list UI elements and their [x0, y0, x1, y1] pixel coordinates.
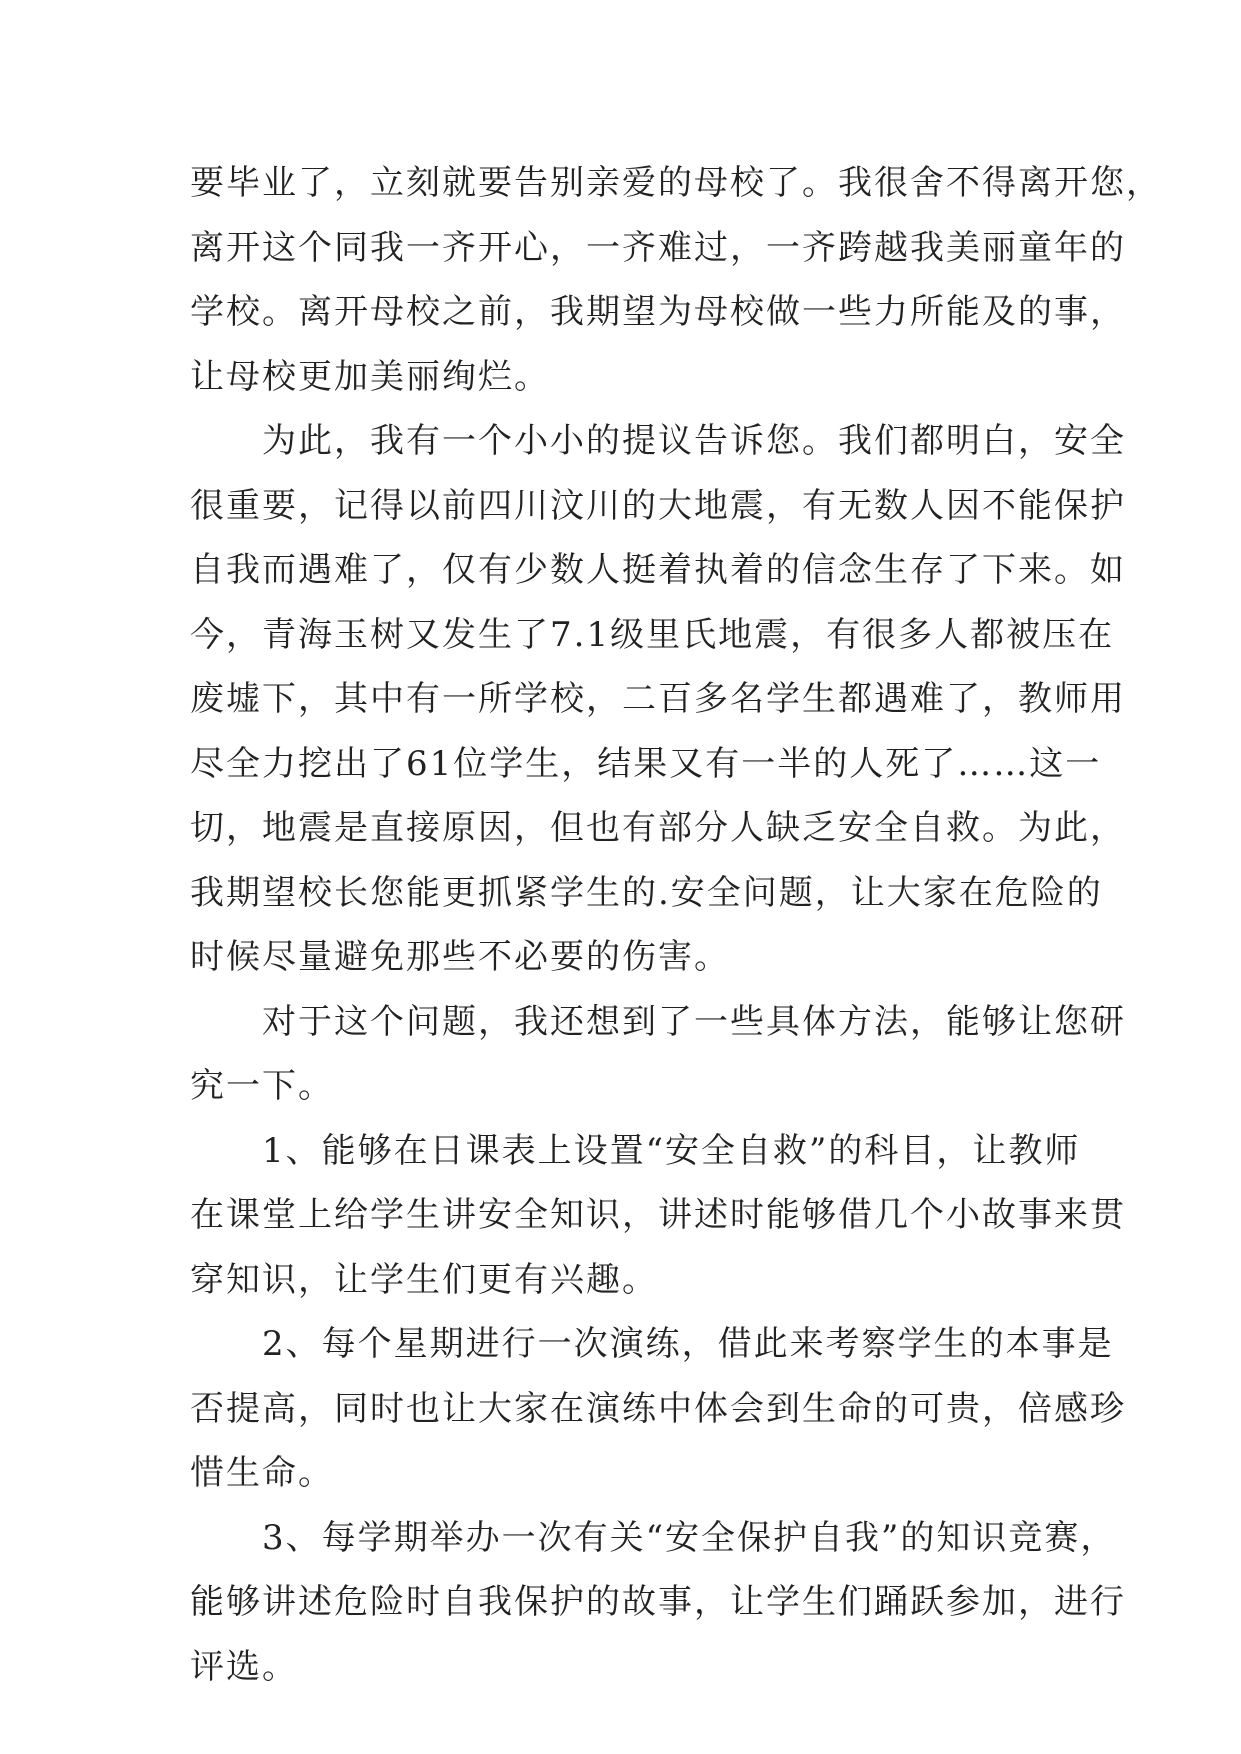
- text-line: 离开这个同我一齐开心，一齐难过，一齐跨越我美丽童年的: [190, 227, 1126, 268]
- text-line: 1、能够在日课表上设置“安全自救”的科目，让教师: [190, 1130, 1081, 1171]
- text-line: 否提高，同时也让大家在演练中体会到生命的可贵，倍感珍: [190, 1388, 1126, 1429]
- text-line: 评选。: [190, 1646, 298, 1687]
- text-line: 究一下。: [190, 1066, 334, 1106]
- text-line: 我期望校长您能更抓紧学生的.安全问题，让大家在危险的: [190, 872, 1103, 913]
- text-line: 2、每个星期进行一次演练，借此来考察学生的本事是: [190, 1324, 1114, 1364]
- text-line: 穿知识，让学生们更有兴趣。: [190, 1259, 658, 1300]
- text-line: 为此，我有一个小小的提议告诉您。我们都明白，安全: [190, 421, 1126, 461]
- text-line: 惜生命。: [190, 1453, 334, 1493]
- text-line: 学校。离开母校之前，我期望为母校做一些力所能及的事，: [190, 292, 1126, 332]
- text-line: 在课堂上给学生讲安全知识，讲述时能够借几个小故事来贯: [190, 1195, 1126, 1235]
- text-line: 很重要，记得以前四川汶川的大地震，有无数人因不能保护: [190, 485, 1126, 526]
- text-line: 尽全力挖出了61位学生，结果又有一半的人死了……这一: [190, 743, 1102, 784]
- text-line: 时候尽量避免那些不必要的伤害。: [190, 937, 730, 977]
- text-line: 要毕业了，立刻就要告别亲爱的母校了。我很舍不得离开您，: [190, 163, 1162, 203]
- text-line: 切，地震是直接原因，但也有部分人缺乏安全自救。为此，: [190, 808, 1126, 848]
- text-line: 自我而遇难了，仅有少数人挺着执着的信念生存了下来。如: [190, 550, 1126, 590]
- text-line: 今，青海玉树又发生了7.1级里氏地震，有很多人都被压在: [190, 614, 1115, 655]
- text-line: 对于这个问题，我还想到了一些具体方法，能够让您研: [190, 1001, 1126, 1042]
- text-line: 3、每学期举办一次有关“安全保护自我”的知识竞赛，: [190, 1517, 1117, 1558]
- text-line: 废墟下，其中有一所学校，二百多名学生都遇难了，教师用: [190, 679, 1126, 719]
- document-body: [190, 151, 1162, 1699]
- text-line: 能够讲述危险时自我保护的故事，让学生们踊跃参加，进行: [190, 1582, 1126, 1622]
- text-line: 让母校更加美丽绚烂。: [190, 356, 550, 397]
